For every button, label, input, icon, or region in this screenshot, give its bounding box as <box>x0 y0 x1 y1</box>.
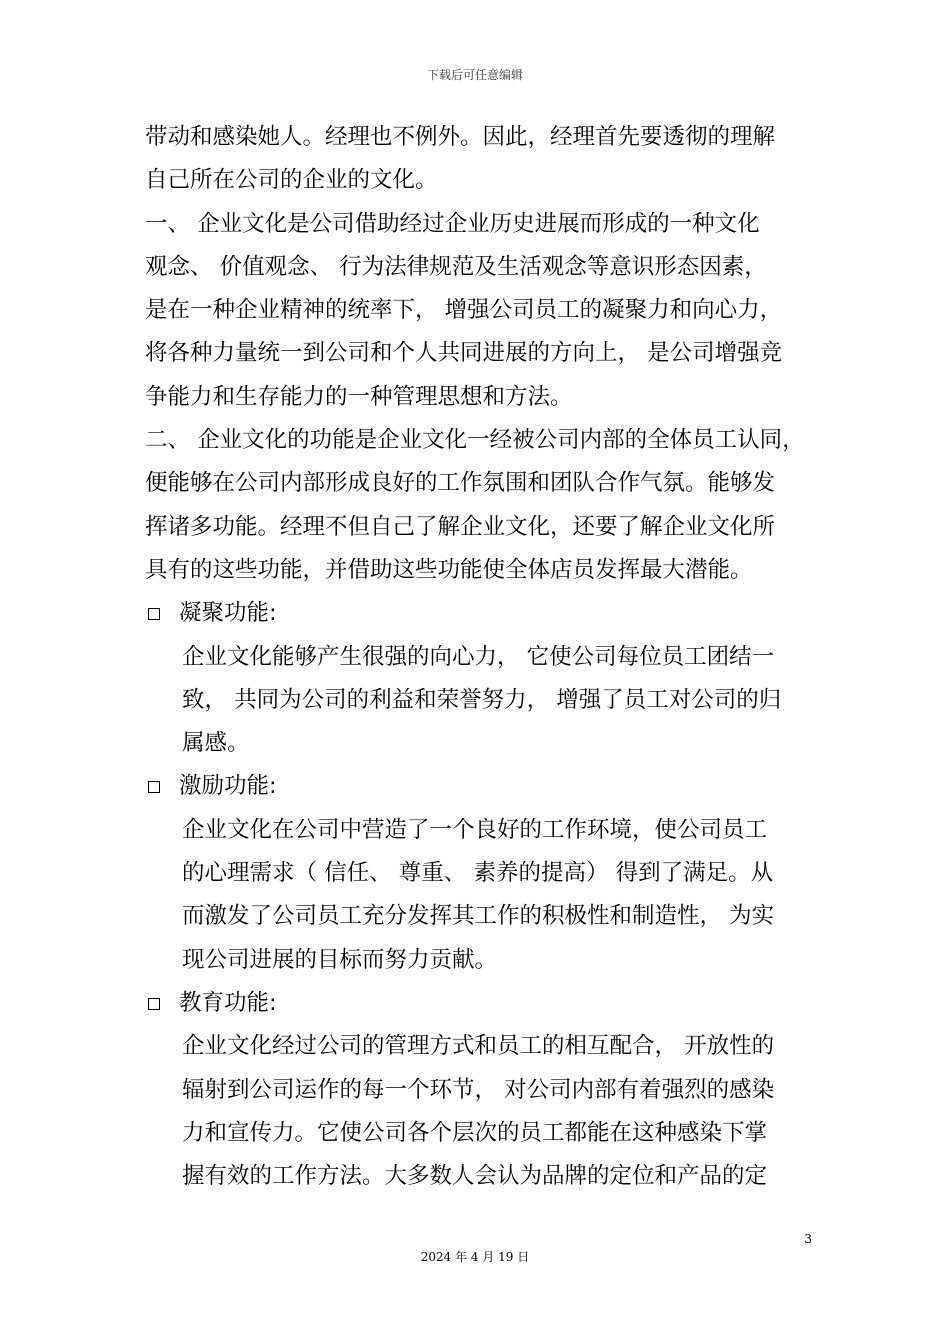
section-heading-motivation <box>145 765 817 808</box>
page-footer-date: 2024 年 4 月 19 日 <box>420 1250 530 1264</box>
section-line: 致， 共同为公司的利益和荣誉努力， 增强了员工对公司的归 <box>182 686 782 713</box>
paragraph-line: 是在一种企业精神的统率下， 增强公司员工的凝聚力和向心力， <box>145 297 783 324</box>
paragraph-line: 具有的这些功能，并借助这些功能使全体店员发挥最大潜能。 <box>145 556 753 583</box>
section-line: 属感。 <box>182 730 250 757</box>
paragraph-line: 自己所在公司的企业的文化。 <box>145 167 438 194</box>
section-title: 凝聚功能: <box>179 600 277 627</box>
checkbox-square-icon <box>148 781 160 793</box>
section-line: 现公司进展的目标而努力贡献。 <box>182 946 498 973</box>
page-number: 3 <box>804 1232 812 1246</box>
section-line: 而激发了公司员工充分发挥其工作的积极性和制造性， 为实 <box>182 903 775 930</box>
section-line: 企业文化经过公司的管理方式和员工的相互配合， 开放性的 <box>182 1033 775 1060</box>
paragraph-line: 带动和感染她人。经理也不例外。因此，经理首先要透彻的理解 <box>145 124 776 150</box>
paragraph-line: 二、 企业文化的功能是企业文化一经被公司内部的全体员工认同， <box>145 427 805 454</box>
section-line: 企业文化能够产生很强的向心力， 它使公司每位员工团结一 <box>182 643 775 670</box>
section-title: 教育功能: <box>179 989 277 1016</box>
paragraph-line: 挥诸多功能。经理不但自己了解企业文化，还要了解企业文化所 <box>145 513 776 540</box>
checkbox-square-icon <box>148 608 160 620</box>
section-line: 握有效的工作方法。大多数人会认为品牌的定位和产品的定 <box>182 1163 768 1190</box>
section-heading-education <box>145 982 817 1025</box>
paragraph-line: 便能够在公司内部形成良好的工作氛围和团队合作气氛。能够发 <box>145 470 776 497</box>
section-line: 的心理需求（ 信任、 尊重、 素养的提高） 得到了满足。从 <box>182 860 774 887</box>
page-header: 下载后可任意编辑 <box>426 68 523 82</box>
checkbox-square-icon <box>148 998 160 1010</box>
section-heading-cohesion <box>145 592 817 635</box>
paragraph-line: 观念、 价值观念、 行为法律规范及生活观念等意识形态因素， <box>145 253 767 280</box>
section-line: 辐射到公司运作的每一个环节， 对公司内部有着强烈的感染 <box>182 1076 775 1103</box>
paragraph-line: 将各种力量统一到公司和个人共同进展的方向上， 是公司增强竞 <box>145 340 783 367</box>
document-body <box>145 116 817 1198</box>
paragraph-line: 争能力和生存能力的一种管理思想和方法。 <box>145 383 573 410</box>
section-line: 力和宣传力。它使公司各个层次的员工都能在这种感染下掌 <box>182 1119 768 1146</box>
paragraph-line: 一、 企业文化是公司借助经过企业历史进展而形成的一种文化 <box>145 210 760 237</box>
section-line: 企业文化在公司中营造了一个良好的工作环境，使公司员工 <box>182 816 768 843</box>
section-title: 激励功能: <box>179 773 277 800</box>
